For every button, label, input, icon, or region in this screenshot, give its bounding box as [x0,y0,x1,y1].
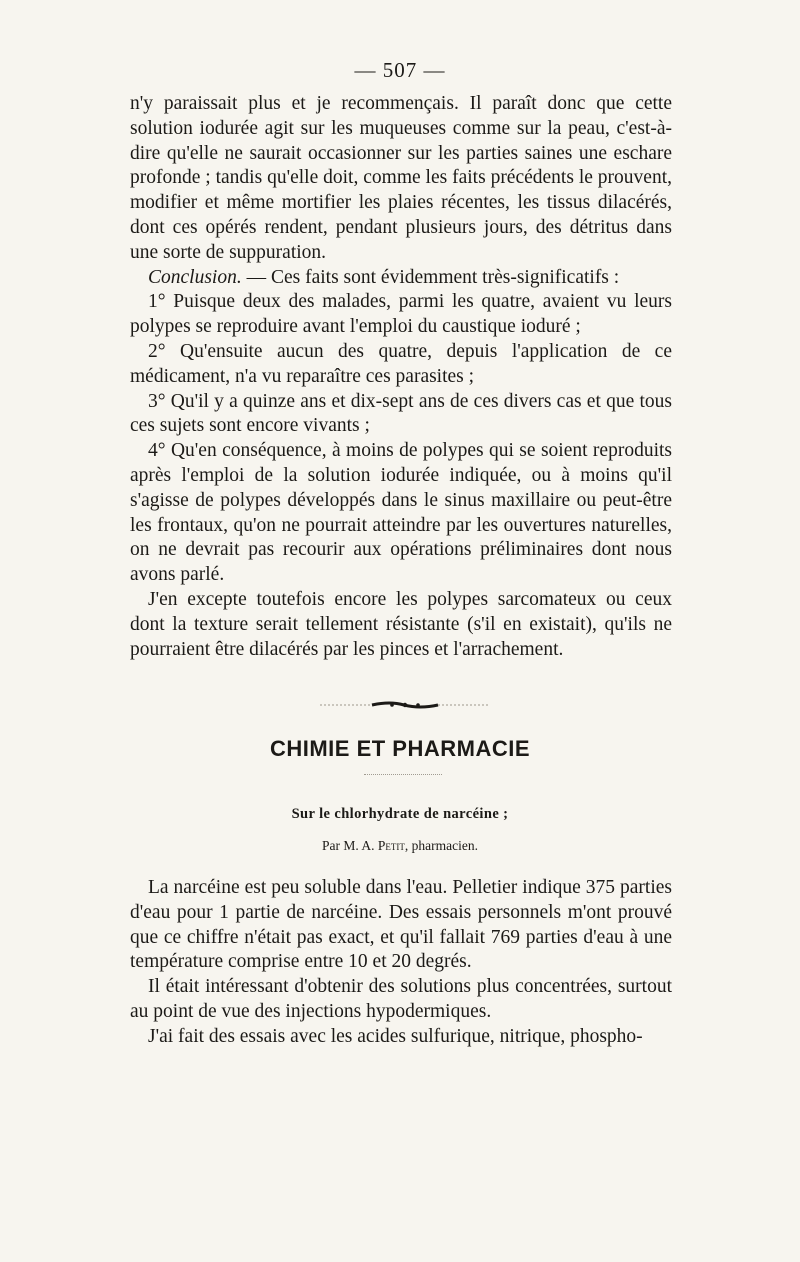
conclusion-point-2: 2° Qu'ensuite aucun des quatre, depuis l'application de ce médicament, n'a vu reparaître ces parasites ; [130,340,672,387]
author-name: Petit [377,838,405,853]
conclusion-point-1: 1° Puisque deux des malades, parmi les quatre, avaient vu leurs polypes se reproduire avant l'emploi du caustique ioduré ; [130,291,672,338]
article-paragraph-3: J'ai fait des essais avec les acides sulfurique, nitrique, phospho- [148,1025,643,1047]
section-title: CHIMIE ET PHARMACIE [269,736,531,761]
continuation-text [130,92,672,662]
article-paragraph-2: Il était intéressant d'obtenir des solutions plus concentrées, surtout au point de vue des injections hypodermiques. [130,976,672,1022]
exception-paragraph: J'en excepte toutefois encore les polypes sarcomateux ou ceux dont la texture serait tellement résistante (s'il en existait), qu'ils ne pourraient être dilacérés par les pinces et l'arrachement. [130,588,672,660]
article-author [0,838,800,854]
article-title: Sur le chlorhydrate de narcéine ; [291,806,509,822]
conclusion-paragraph [130,266,672,291]
ornament-divider-icon [320,700,490,710]
section-title-rule [364,774,442,775]
author-suffix: , pharmacien. [404,838,478,853]
article-paragraph-1: La narcéine est peu soluble dans l'eau. Pelletier indique 375 parties d'eau pour 1 partie de narcéine. Des essais personnels m'ont prouvé que ce chiffre n'était pas exact, et qu'il fallait 769 parties d'eau à une température comprise entre 10 et 20 degrés. [130,877,672,973]
page-number: — 507 — [354,58,446,82]
conclusion-point-4: 4° Qu'en conséquence, à moins de polypes qui se soient reproduits après l'emploi de la solution iodurée indiquée, ou à moins qu'il s'agisse de polypes développés dans le sinus maxillaire ou peut-être les frontaux, qu'on ne pourrait atteindre par les ouvertures naturelles, on ne devrait pas recourir aux opérations préliminaires dont nous avons parlé. [130,440,672,586]
article-body [130,876,672,1050]
conclusion-text: — Ces faits sont évidemment très-significatifs : [241,266,620,288]
conclusion-point-3: 3° Qu'il y a quinze ans et dix-sept ans de ces divers cas et que tous ces sujets sont encore vivants ; [130,390,672,437]
conclusion-label: Conclusion. [148,266,242,288]
intro-paragraph: n'y paraissait plus et je recommençais. Il paraît donc que cette solution iodurée agit sur les muqueuses comme sur la peau, c'est-à-dire qu'elle ne saurait occasionner sur les parties saines une eschare profonde ; tandis qu'elle doit, comme les faits précédents le prouvent, modifier et même mortifier les plaies récentes, les tissus dilacérés, dont ces opérés rendent, pendant plusieurs jours, des détritus dans une sorte de suppuration. [130,93,672,263]
author-prefix: Par M. A. [322,838,378,853]
